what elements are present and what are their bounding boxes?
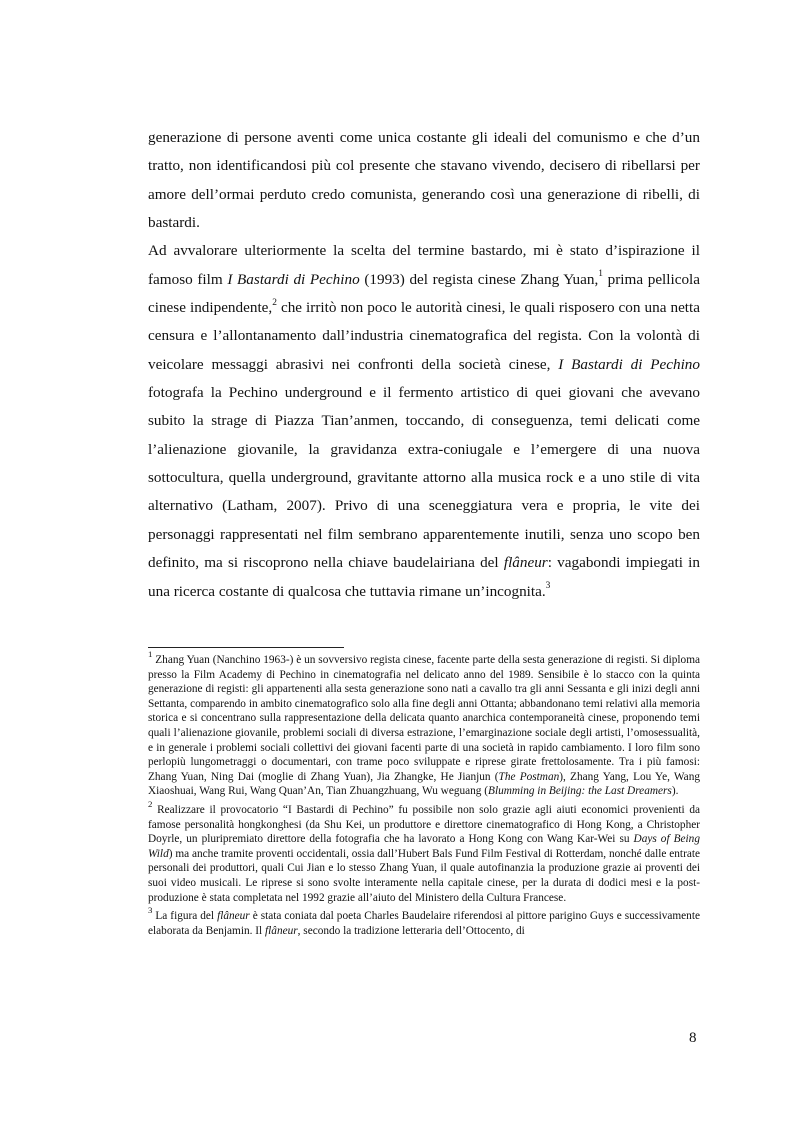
- film-title: I Bastardi di Pechino: [558, 355, 700, 373]
- footnote-text: ) ma anche tramite proventi occidentali, ossia dall’Hubert Bals Fund Film Festival di Rotterdam, nonché dalle entrate personali dei produttori, quali Cui Jian e lo stesso Zhang Yuan, il quale autofinanzia la produzione grazie ai proventi dei suoi video musicali. Le riprese si sono svolte interamente nella capitale cinese, per la durata di dodici mesi e la post-produzione è stata completata nel 1992 grazie all’aiuto del Ministero della Cultura Francese.: [148, 847, 700, 904]
- body-text: [148, 124, 700, 606]
- footnote-text: La figura del: [152, 910, 218, 923]
- paragraph-2-text: : vagabondi impiegati in una ricerca costante di qualcosa che tuttavia rimane un’incognita.: [148, 554, 700, 600]
- film-title: Blumming in Beijing: the Last Dreamers: [488, 785, 672, 798]
- paragraph-2-text: (1993) del regista cinese Zhang Yuan,: [359, 270, 599, 288]
- footnote-number: 3: [148, 905, 153, 916]
- footnote-number: 2: [148, 799, 153, 810]
- footnote-number: 1: [148, 649, 153, 660]
- footnote-text: Zhang Yuan (Nanchino 1963-) è un sovversivo regista cinese, facente parte della sesta generazione di registi. Si diploma presso la Film Academy di Pechino in cinematografia nel delicato anno del 1989. Sensibile è lo stacco con la quinta generazione di registi: gli appartenenti alla sesta generazione sono nati a cavallo tra gli anni Sessanta e gli inizi degli anni Settanta, comparendo in ambito cinematografico solo alla fine degli anni Ottanta; abbandonano temi relativi alla memoria storica e si concentrano sulla rappresentazione della delicata quanto anarchica contemporaneità cinese, proponendo temi quali l’alienazione giovanile, problemi sociali di diversa estrazione, l’emarginazione sociale degli artisti, l’omosessualità, e in generale i problemi sociali collettivi dei giovani facenti parte di una società in rapido cambiamento. I loro film sono perlopiù lungometraggi o documentari, con trame poco sviluppate e riprese girate frettolosamente. Tra i più famosi: Zhang Yuan, Ning Dai (moglie di Zhang Yuan), Jia Zhangke, He Jianjun (: [148, 654, 700, 783]
- footnote-ref-2[interactable]: 2: [272, 297, 277, 308]
- footnotes: [148, 649, 700, 942]
- footnote-1: [148, 649, 700, 799]
- flaneur-term: flâneur: [217, 910, 250, 923]
- paragraph-2-text: fotografa la Pechino underground e il fermento artistico di quei giovani che avevano subito la strage di Piazza Tian’anmen, toccando, di conseguenza, temi delicati come l’alienazione giovanile, la gravidanza extra-coniugale e l’emergere di una nuova sottocultura, quella underground, gravitante attorno alla musica rock e a uno stile di vita alternativo (Latham, 2007). Privo di una sceneggiatura vera e propria, le vite dei personaggi rappresentati nel film sembrano apparentemente inutili, senza uno scopo ben definito, ma si riscoprono nella chiave baudelairiana del: [148, 384, 700, 572]
- paragraph-2-text: Ad avvalorare ulteriormente la scelta del termine bastardo, mi è stato d’ispirazione il famoso film: [148, 242, 700, 288]
- footnote-text: ), Zhang Yang, Lou Ye, Wang Xiaoshuai, Wang Rui, Wang Quan’An, Tian Zhuangzhuang, Wu weguang (: [148, 770, 700, 798]
- film-title: The Postman: [498, 770, 560, 783]
- film-title: Days of Being Wild: [148, 833, 700, 860]
- paragraph-1: [148, 124, 700, 237]
- footnote-text: Realizzare il provocatorio “I Bastardi di Pechino” fu possibile non solo grazie agli aiuti economici provenienti da famose personalità hongkonghesi (da Shu Kei, un produttore e direttore cinematografico di Hong Kong, a Christopher Doyrle, un pluripremiato direttore della fotografia che ha lavorato a Hong Kong con Wang Kar-Wei su: [148, 803, 700, 846]
- page-number: 8: [689, 1030, 697, 1046]
- footnote-3: [148, 905, 700, 938]
- footnote-text: ).: [671, 785, 679, 798]
- film-title: I Bastardi di Pechino: [227, 270, 360, 288]
- footnote-text: è stata coniata dal poeta Charles Baudelaire riferendosi al pittore parigino Guys e successivamente elaborata da Benjamin. Il: [148, 910, 700, 937]
- paragraph-2: [148, 237, 700, 605]
- footnote-2: [148, 799, 700, 905]
- flaneur-term: flâneur: [265, 924, 298, 937]
- paragraph-1-text: generazione di persone aventi come unica costante gli ideali del comunismo e che d’un tratto, non identificandosi più col presente che stavano vivendo, decisero di ribellarsi per amore dell’ormai perduto credo comunista, generando così una generazione di ribelli, di bastardi.: [148, 129, 700, 232]
- footnote-text: , secondo la tradizione letteraria dell’Ottocento, di: [297, 924, 525, 937]
- flaneur-term: flâneur: [503, 554, 548, 572]
- paragraph-2-text: prima pellicola cinese indipendente,: [148, 270, 701, 317]
- footnote-ref-3[interactable]: 3: [545, 581, 551, 592]
- paragraph-2-text: che irritò non poco le autorità cinesi, le quali risposero con una netta censura e l’allontanamento dall’industria cinematografica del regista. Con la volontà di veicolare messaggi abrasivi nei confronti della società cinese,: [148, 299, 700, 373]
- footnote-separator: [148, 647, 344, 648]
- footnote-ref-1[interactable]: 1: [598, 269, 603, 280]
